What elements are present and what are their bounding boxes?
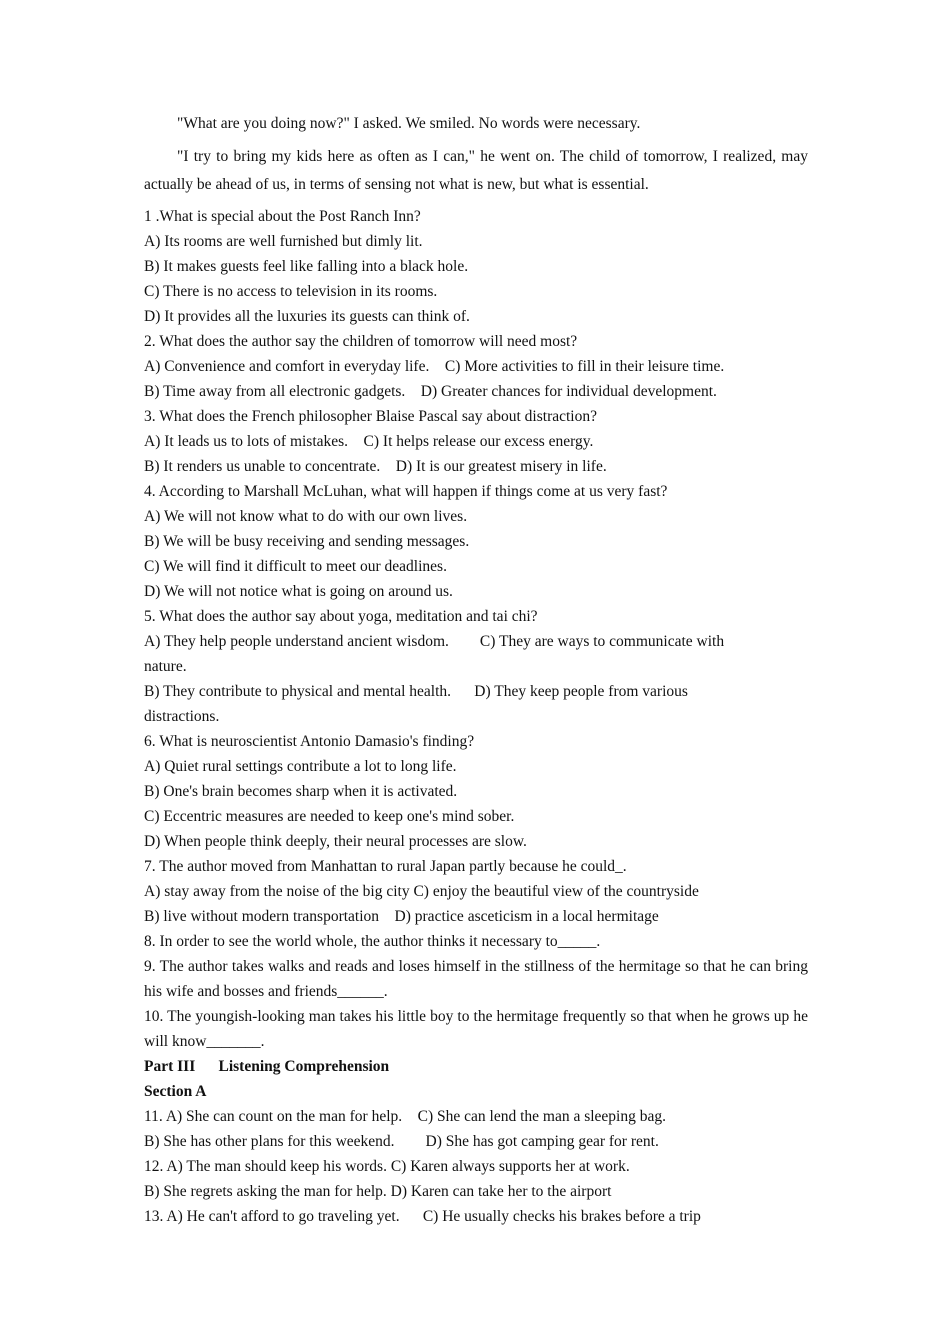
question-list [144, 204, 808, 1054]
question-4: 4. According to Marshall McLuhan, what will happen if things come at us very fast? [144, 482, 668, 500]
listening-13ac: 13. A) He can't afford to go traveling yet. C) He usually checks his brakes before a trip [144, 1207, 701, 1225]
option-5bd-cont: distractions. [144, 707, 220, 725]
option-4d: D) We will not notice what is going on around us. [144, 582, 453, 600]
question-6: 6. What is neuroscientist Antonio Damasio's finding? [144, 732, 475, 750]
option-5ac: A) They help people understand ancient wisdom. C) They are ways to communicate with [144, 632, 725, 650]
option-1d: D) It provides all the luxuries its guests can think of. [144, 307, 470, 325]
option-6a: A) Quiet rural settings contribute a lot to long life. [144, 757, 457, 775]
option-7ac: A) stay away from the noise of the big city C) enjoy the beautiful view of the countryside [144, 882, 699, 900]
option-1c: C) There is no access to television in its rooms. [144, 282, 438, 300]
question-5: 5. What does the author say about yoga, meditation and tai chi? [144, 607, 538, 625]
question-10: 10. The youngish-looking man takes his little boy to the hermitage frequently so that when he grows up he will know_______. [144, 1007, 808, 1050]
listening-12bd: B) She regrets asking the man for help. D) Karen can take her to the airport [144, 1182, 612, 1200]
question-3: 3. What does the French philosopher Blaise Pascal say about distraction? [144, 407, 597, 425]
option-5bd: B) They contribute to physical and mental health. D) They keep people from various [144, 682, 688, 700]
question-9: 9. The author takes walks and reads and loses himself in the stillness of the hermitage so that he can bring his wife and bosses and friends______. [144, 957, 808, 1000]
option-1b: B) It makes guests feel like falling into a black hole. [144, 257, 469, 275]
question-1: 1 .What is special about the Post Ranch Inn? [144, 207, 421, 225]
option-4c: C) We will find it difficult to meet our deadlines. [144, 557, 447, 575]
option-6b: B) One's brain becomes sharp when it is activated. [144, 782, 458, 800]
listening-questions [144, 1104, 808, 1229]
listening-11bd: B) She has other plans for this weekend. D) She has got camping gear for rent. [144, 1132, 659, 1150]
question-2: 2. What does the author say the children of tomorrow will need most? [144, 332, 578, 350]
option-4a: A) We will not know what to do with our own lives. [144, 507, 468, 525]
option-6c: C) Eccentric measures are needed to keep one's mind sober. [144, 807, 515, 825]
passage-paragraph-1: "What are you doing now?" I asked. We smiled. No words were necessary. [177, 115, 641, 132]
option-2ac: A) Convenience and comfort in everyday life. C) More activities to fill in their leisure time. [144, 357, 725, 375]
passage-paragraph-2: "I try to bring my kids here as often as I can," he went on. The child of tomorrow, I realized, may actually be ahead of us, in terms of sensing not what is new, but what is essential. [144, 147, 808, 193]
option-2bd: B) Time away from all electronic gadgets. D) Greater chances for individual development. [144, 382, 717, 400]
question-8: 8. In order to see the world whole, the author thinks it necessary to_____. [144, 932, 601, 950]
option-7bd: B) live without modern transportation D) practice asceticism in a local hermitage [144, 907, 659, 925]
option-3bd: B) It renders us unable to concentrate. D) It is our greatest misery in life. [144, 457, 607, 475]
option-6d: D) When people think deeply, their neural processes are slow. [144, 832, 527, 850]
part-heading: Part III Listening Comprehension [144, 1057, 390, 1075]
option-4b: B) We will be busy receiving and sending messages. [144, 532, 470, 550]
question-7: 7. The author moved from Manhattan to rural Japan partly because he could_. [144, 857, 627, 875]
listening-12ac: 12. A) The man should keep his words. C) Karen always supports her at work. [144, 1157, 630, 1175]
section-heading: Section A [144, 1082, 207, 1100]
document-page [144, 110, 808, 1229]
option-5ac-cont: nature. [144, 657, 187, 675]
listening-11ac: 11. A) She can count on the man for help. C) She can lend the man a sleeping bag. [144, 1107, 666, 1125]
option-1a: A) Its rooms are well furnished but dimly lit. [144, 232, 423, 250]
option-3ac: A) It leads us to lots of mistakes. C) It helps release our excess energy. [144, 432, 594, 450]
